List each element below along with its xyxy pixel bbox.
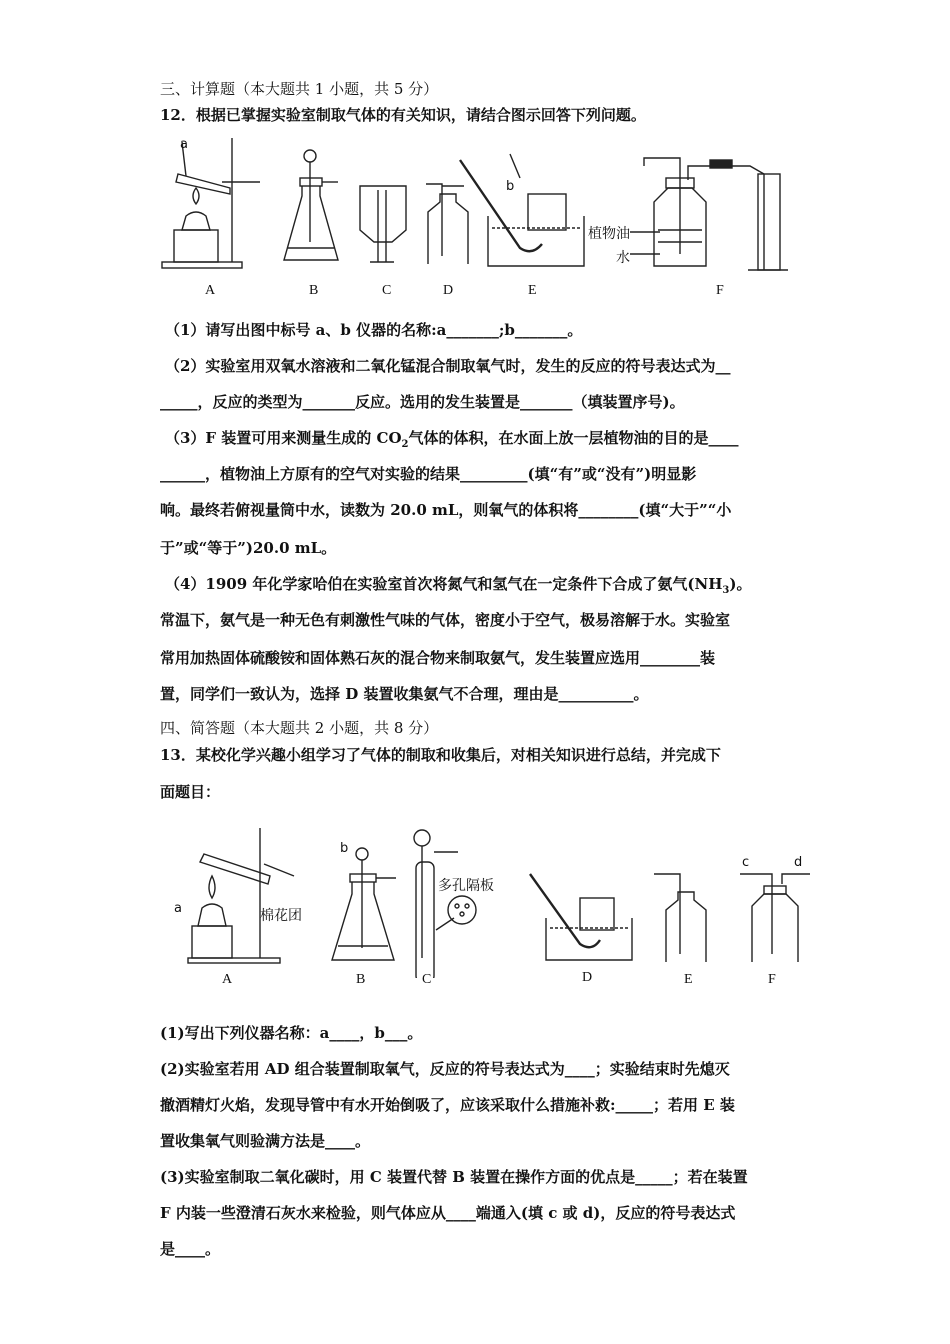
q13-part2-line3: 置收集氧气则验满方法是____。	[160, 1132, 371, 1150]
fig2-label-b: B	[356, 972, 366, 987]
apparatus-d-gas-bottle	[426, 184, 468, 264]
apparatus-d-water-trough	[530, 874, 632, 960]
q13-part1: (1)写出下列仪器名称：a____，b___。	[160, 1024, 423, 1042]
fig1-label-d: D	[443, 283, 454, 298]
figure-1-apparatus	[160, 130, 800, 305]
fig2-label-f: F	[768, 972, 776, 987]
q13-part3-line2: F 内装一些澄清石灰水来检验，则气体应从____端通入(填 c 或 d)，反应的符号表达式	[160, 1204, 736, 1222]
q12-part2-line2: _____，反应的类型为_______反应。选用的发生装置是_______（填装置序号)。	[160, 393, 685, 411]
q13-part2-line1: (2)实验室若用 AD 组合装置制取氧气，反应的符号表达式为____；实验结束时先熄灭	[160, 1060, 730, 1078]
fig2-label-c: C	[422, 972, 432, 987]
fig1-label-e: E	[528, 283, 537, 298]
apparatus-c-test-tube-with-plate	[414, 830, 476, 978]
label-c: c	[742, 855, 750, 870]
q12-part3-line4: 于”或“等于”)20.0 mL。	[160, 539, 337, 557]
q12-part4-line2: 常温下，氨气是一种无色有刺激性气味的气体，密度小于空气，极易溶解于水。实验室	[160, 611, 731, 629]
q12-part1: （1）请写出图中标号 a、b 仪器的名称:a_______;b_______。	[165, 321, 583, 339]
q12-part4-line4: 置，同学们一致认为，选择 D 装置收集氨气不合理，理由是__________。	[160, 685, 649, 703]
section-3-header: 三、计算题（本大题共 1 小题，共 5 分）	[160, 80, 439, 98]
question-13-stem-line1: 13．某校化学兴趣小组学习了气体的制取和收集后，对相关知识进行总结，并完成下	[160, 746, 721, 764]
q12-part4-line1: （4）1909 年化学家哈伯在实验室首次将氮气和氢气在一定条件下合成了氨气$(NH_3)$。	[165, 575, 752, 596]
q12-part4-line3: 常用加热固体硫酸铵和固体熟石灰的混合物来制取氨气，发生装置应选用________装	[160, 649, 716, 667]
label-water: 水	[616, 250, 630, 266]
fig2-label-e: E	[684, 972, 693, 987]
q12-part3-line1: （3）F 装置可用来测量生成的 $CO_2$气体的体积，在水面上放一层植物油的目的是____	[165, 429, 739, 450]
apparatus-f-volume-measure	[630, 158, 788, 270]
q13-part3-line3: 是____。	[160, 1240, 221, 1258]
apparatus-a-heating-setup	[162, 138, 260, 268]
label-b: b	[340, 841, 349, 856]
label-vegetable-oil: 植物油	[588, 226, 630, 242]
label-d: d	[794, 855, 803, 870]
label-b: b	[506, 179, 515, 194]
label-a: a	[174, 901, 182, 916]
apparatus-c-inverted-bottle	[360, 186, 406, 262]
label-cotton: 棉花团	[260, 908, 302, 924]
figure-2-apparatus	[160, 818, 820, 978]
q13-part2-line2: 撤酒精灯火焰，发现导管中有水开始倒吸了，应该采取什么措施补救:_____；若用 E 装	[160, 1096, 735, 1114]
section-4-header: 四、简答题（本大题共 2 小题，共 8 分）	[160, 719, 439, 737]
apparatus-e-water-trough	[460, 154, 584, 266]
fig1-label-f: F	[716, 283, 724, 298]
apparatus-e-bottle	[654, 874, 706, 962]
question-13-stem-line2: 面题目：	[160, 783, 221, 801]
q13-part3-line1: (3)实验室制取二氧化碳时，用 C 装置代替 B 装置在操作方面的优点是_____；若在装置	[160, 1168, 748, 1186]
fig1-label-b: B	[309, 283, 319, 298]
fig2-label-a: A	[222, 972, 233, 987]
q12-part3-line2: ______，植物油上方原有的空气对实验的结果_________(填“有”或“没有”)明显影	[160, 465, 697, 483]
apparatus-b-flask	[332, 848, 396, 960]
fig1-label-a: A	[205, 283, 216, 298]
fig2-label-d: D	[582, 970, 593, 985]
apparatus-f-bottle-two-tubes	[740, 874, 810, 962]
fig1-label-c: C	[382, 283, 392, 298]
apparatus-b-conical-flask	[284, 150, 338, 260]
question-12-stem: 12．根据已掌握实验室制取气体的有关知识，请结合图示回答下列问题。	[160, 106, 646, 124]
q12-part3-line3: 响。最终若俯视量筒中水，读数为 20.0 mL，则氧气的体积将________(填“大于”“小	[160, 501, 732, 519]
q12-part2-line1: （2）实验室用双氧水溶液和二氧化锰混合制取氧气时，发生的反应的符号表达式为__	[165, 357, 731, 375]
label-a: a	[180, 137, 188, 152]
apparatus-a-stand-with-lamp	[188, 828, 294, 963]
label-porous-plate: 多孔隔板	[438, 878, 494, 894]
